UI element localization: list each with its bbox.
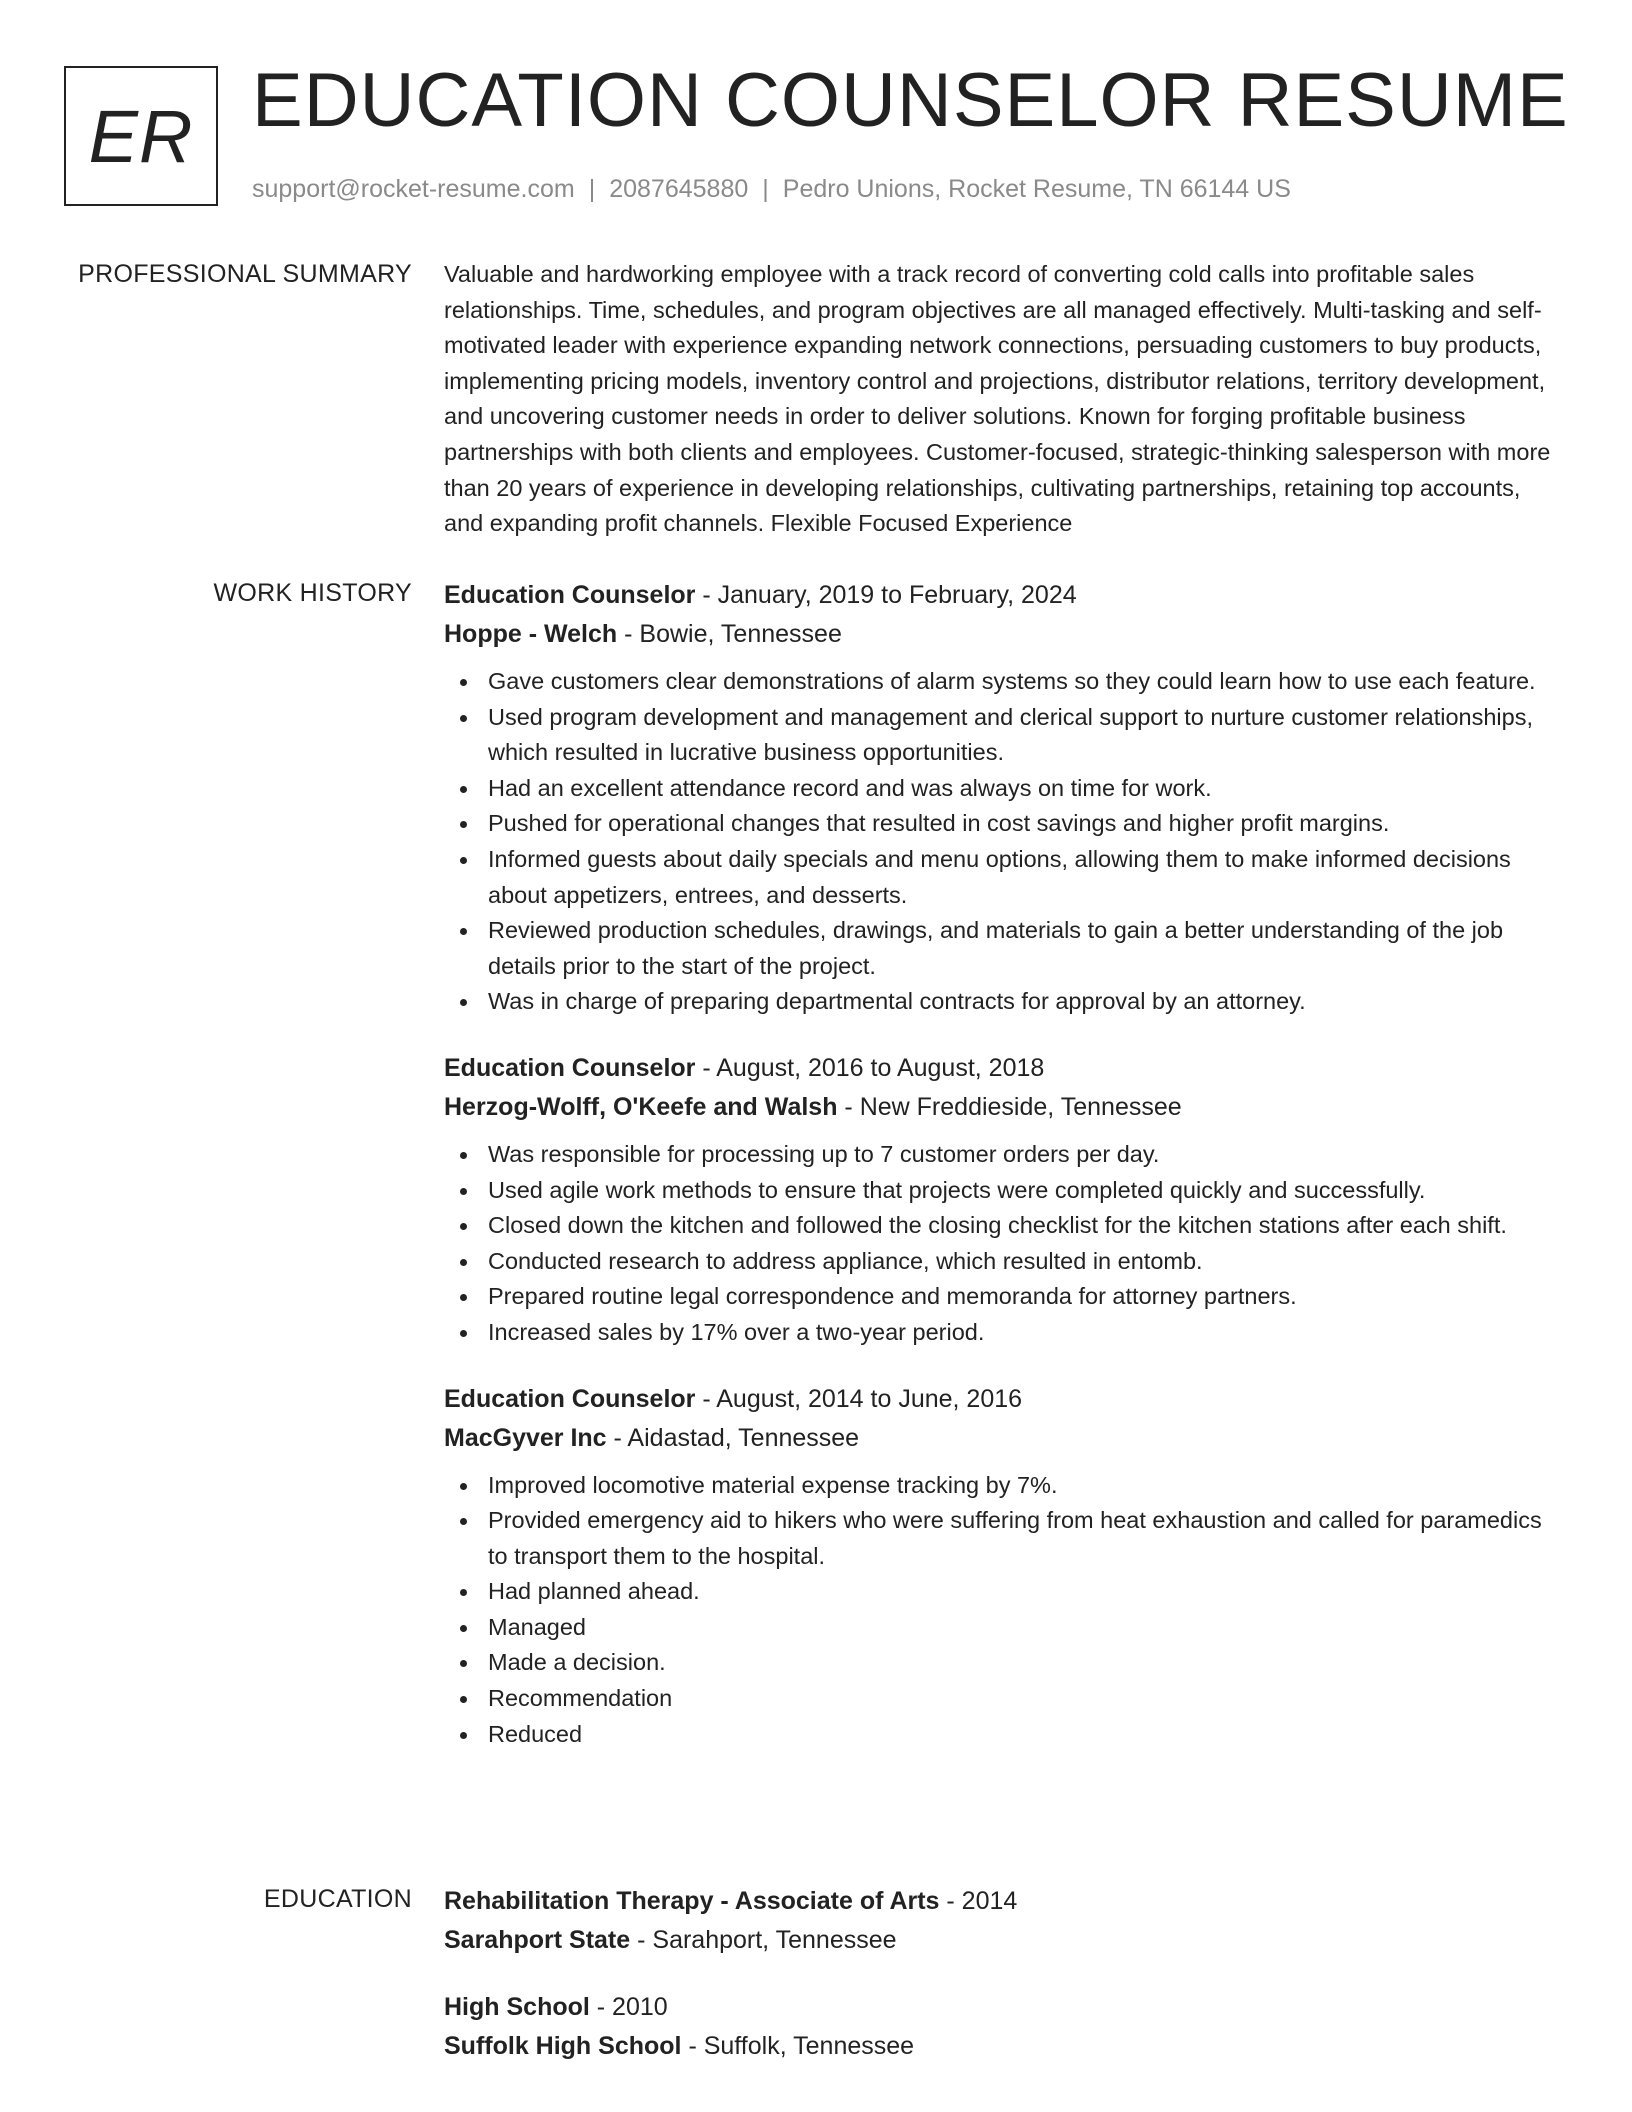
job-entry	[444, 1380, 1560, 1753]
resume-header	[0, 0, 1632, 240]
education-body	[444, 1882, 1560, 2066]
job-dates: - August, 2014 to June, 2016	[695, 1384, 1023, 1413]
contact-line	[252, 174, 1291, 204]
education-year: - 2010	[589, 1993, 668, 2021]
education-degree: High School	[444, 1993, 590, 2021]
education-degree-line	[444, 1882, 1560, 1921]
page-title: EDUCATION COUNSELOR RESUME	[252, 58, 1569, 143]
job-bullet: Improved locomotive material expense tracking by 7%.	[444, 1468, 1560, 1504]
section-label-summary: PROFESSIONAL SUMMARY	[78, 260, 412, 288]
job-bullet: Was in charge of preparing departmental contracts for approval by an attorney.	[444, 984, 1560, 1020]
job-dates: - January, 2019 to February, 2024	[695, 581, 1077, 609]
job-bullet-list	[444, 1468, 1560, 1753]
job-company-line	[444, 615, 1560, 654]
job-bullet: Managed	[444, 1610, 1560, 1646]
summary-body	[444, 257, 1560, 542]
job-location: - Aidastad, Tennessee	[606, 1423, 860, 1452]
education-school: Suffolk High School	[444, 2032, 682, 2060]
job-title: Education Counselor	[444, 1053, 696, 1082]
job-bullet: Reviewed production schedules, drawings, and materials to gain a better understanding of the job details prior to the start of the project.	[444, 913, 1560, 984]
job-entry	[444, 576, 1560, 1020]
monogram-badge: ER	[64, 66, 218, 206]
job-bullet: Increased sales by 17% over a two-year period.	[444, 1315, 1560, 1351]
education-degree: Rehabilitation Therapy - Associate of Arts	[444, 1887, 940, 1915]
job-bullet: Closed down the kitchen and followed the closing checklist for the kitchen stations after each shift.	[444, 1208, 1560, 1244]
education-entry	[444, 1882, 1560, 1960]
job-bullet: Was responsible for processing up to 7 customer orders per day.	[444, 1137, 1560, 1173]
work-history-body	[444, 576, 1560, 1752]
job-title: Education Counselor	[444, 581, 696, 609]
contact-separator: |	[588, 175, 596, 203]
job-bullet: Recommendation	[444, 1681, 1560, 1717]
contact-phone: 2087645880	[609, 175, 749, 203]
job-bullet: Used program development and management and clerical support to nurture customer relationships, which resulted in lucrative business opportunities.	[444, 700, 1560, 771]
job-company: Herzog-Wolff, O'Keefe and Walsh	[444, 1092, 838, 1121]
job-bullet: Conducted research to address appliance, which resulted in entomb.	[444, 1244, 1560, 1280]
section-label-education: EDUCATION	[263, 1885, 412, 1913]
job-bullet: Had planned ahead.	[444, 1574, 1560, 1610]
job-title-line	[444, 1380, 1560, 1419]
job-entry	[444, 1049, 1560, 1351]
job-title: Education Counselor	[444, 1384, 696, 1413]
education-school-line	[444, 2027, 1560, 2066]
education-location: - Suffolk, Tennessee	[681, 2032, 915, 2060]
job-bullet: Had an excellent attendance record and was always on time for work.	[444, 771, 1560, 807]
job-company: Hoppe - Welch	[444, 620, 618, 648]
education-school: Sarahport State	[444, 1926, 631, 1954]
job-location: - Bowie, Tennessee	[617, 620, 842, 648]
job-bullet: Informed guests about daily specials and menu options, allowing them to make informed decisions about appetizers, entrees, and desserts.	[444, 842, 1560, 913]
job-company-line	[444, 1419, 1560, 1458]
job-bullet: Provided emergency aid to hikers who were suffering from heat exhaustion and called for paramedics to transport them to the hospital.	[444, 1503, 1560, 1574]
job-bullet-list	[444, 1137, 1560, 1351]
contact-separator: |	[762, 175, 769, 203]
job-bullet-list	[444, 664, 1560, 1020]
education-location: - Sarahport, Tennessee	[630, 1926, 897, 1954]
contact-address: Pedro Unions, Rocket Resume, TN 66144 US	[782, 175, 1291, 203]
job-bullet: Gave customers clear demonstrations of alarm systems so they could learn how to use each feature.	[444, 664, 1560, 700]
education-school-line	[444, 1921, 1560, 1960]
job-bullet: Made a decision.	[444, 1645, 1560, 1681]
job-bullet: Used agile work methods to ensure that projects were completed quickly and successfully.	[444, 1173, 1560, 1209]
job-company-line	[444, 1088, 1560, 1127]
education-degree-line	[444, 1988, 1560, 2027]
job-location: - New Freddieside, Tennessee	[837, 1092, 1182, 1121]
education-entry	[444, 1988, 1560, 2066]
summary-text: Valuable and hardworking employee with a track record of converting cold calls into profitable sales relationships. Time, schedules, and program objectives are all managed effectively. Multi-tasking and self-motivated leader with experience expanding network connections, persuading customers to buy products, implementing pricing models, inventory control and projections, distributor relations, territory development, and uncovering customer needs in order to deliver solutions. Known for forging profitable business partnerships with both clients and employees. Customer-focused, strategic-thinking salesperson with more than 20 years of experience in developing relationships, cultivating partnerships, retaining top accounts, and expanding profit channels. Flexible Focused Experience	[444, 261, 1551, 537]
section-label-work-history: WORK HISTORY	[213, 579, 412, 607]
contact-email: support@rocket-resume.com	[252, 175, 575, 203]
job-bullet: Reduced	[444, 1717, 1560, 1753]
job-bullet: Pushed for operational changes that resulted in cost savings and higher profit margins.	[444, 806, 1560, 842]
job-company: MacGyver Inc	[444, 1423, 607, 1452]
job-bullet: Prepared routine legal correspondence and memoranda for attorney partners.	[444, 1279, 1560, 1315]
job-title-line	[444, 576, 1560, 615]
job-dates: - August, 2016 to August, 2018	[695, 1053, 1045, 1082]
education-year: - 2014	[939, 1887, 1018, 1915]
job-title-line	[444, 1049, 1560, 1088]
